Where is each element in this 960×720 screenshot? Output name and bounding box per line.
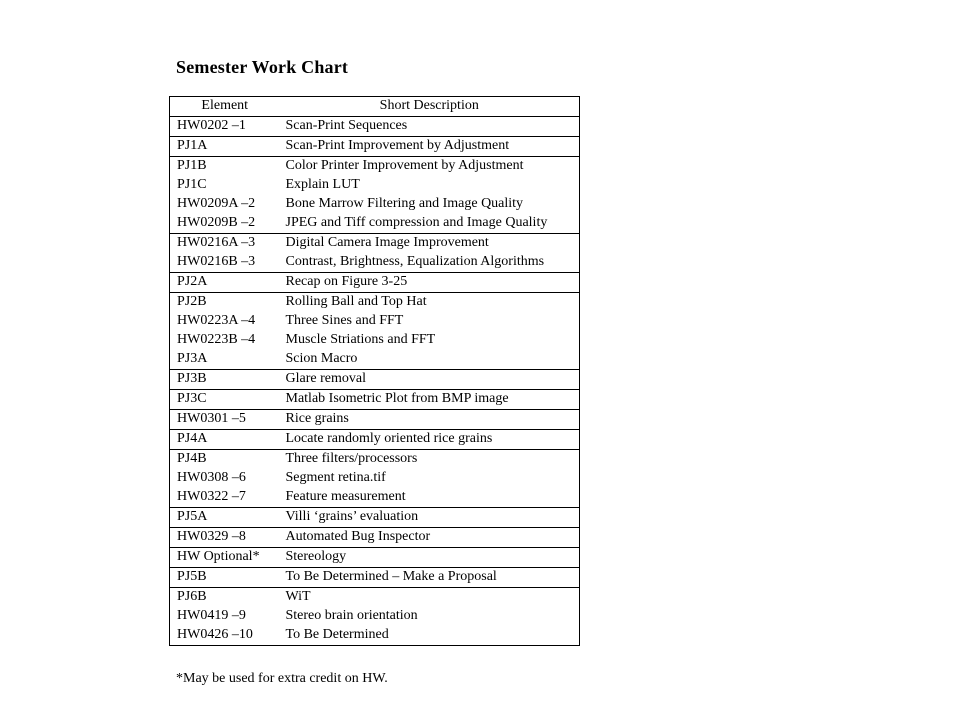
element-cell: HW0202 –1 [170,117,280,137]
description-cell: Rice grains [280,410,580,430]
element-cell: HW0329 –8 [170,528,280,548]
description-cell: Muscle Striations and FFT [285,332,436,347]
description-cell: Automated Bug Inspector [280,528,580,548]
description-cell: Glare removal [280,370,580,390]
element-cell: PJ1A [170,137,280,157]
description-cell: Bone Marrow Filtering and Image Quality [285,196,524,211]
table-row [170,195,580,214]
footnote: *May be used for extra credit on HW. [176,671,388,686]
work-chart-table [169,96,580,646]
description-cell: Segment retina.tif [285,470,386,485]
description-cell: WiT [285,589,311,604]
description-cell: Digital Camera Image Improvement [285,235,489,250]
table-row [170,214,580,234]
table-row [170,469,580,488]
table-row [170,370,580,390]
element-cell: HW0209B –2 [170,214,280,234]
table-row [170,293,580,313]
chart-title: Semester Work Chart [176,57,349,77]
table-row [170,626,580,646]
element-cell: PJ1B [177,158,207,173]
table-row [170,588,580,608]
element-cell: HW Optional* [170,548,280,568]
element-cell: HW0216B –3 [170,253,280,273]
element-cell: PJ5B [170,568,280,588]
table-row [170,176,580,195]
table-row [170,508,580,528]
element-cell: PJ1C [177,177,207,192]
element-cell: PJ3C [170,390,280,410]
description-cell: Color Printer Improvement by Adjustment [285,158,524,173]
element-cell: HW0216A –3 [177,235,256,250]
description-cell: Stereo brain orientation [285,608,418,623]
description-cell: To Be Determined – Make a Proposal [280,568,580,588]
table-row [170,390,580,410]
table-row [170,607,580,626]
table-row [170,312,580,331]
description-cell: Explain LUT [285,177,360,192]
table-row [170,430,580,450]
description-cell: Recap on Figure 3-25 [280,273,580,293]
description-cell: Matlab Isometric Plot from BMP image [280,390,580,410]
element-cell: PJ3B [170,370,280,390]
table-row [170,488,580,508]
element-cell: PJ6B [177,589,207,604]
table-row [170,253,580,273]
table-row [170,117,580,137]
header-description: Short Description [280,97,580,117]
element-cell: HW0426 –10 [177,627,253,642]
element-cell: PJ4A [170,430,280,450]
table-row [170,528,580,548]
element-cell: PJ2B [177,294,207,309]
table-row [170,450,580,470]
element-cell: PJ3A [170,350,280,370]
element-cell: HW0301 –5 [170,410,280,430]
element-cell: HW0209A –2 [177,196,256,211]
header-row [170,97,580,117]
description-cell: Locate randomly oriented rice grains [280,430,580,450]
table-row [170,273,580,293]
element-cell: PJ5A [170,508,280,528]
header-element: Element [170,97,280,117]
element-cell: PJ4B [177,451,207,466]
table-row [170,331,580,350]
element-cell: HW0223B –4 [177,332,256,347]
description-cell: Feature measurement [280,488,580,508]
element-cell: HW0223A –4 [177,313,256,328]
description-cell: Scion Macro [280,350,580,370]
element-cell: HW0419 –9 [177,608,246,623]
element-cell: HW0308 –6 [177,470,246,485]
element-cell: PJ2A [170,273,280,293]
description-cell: Three Sines and FFT [285,313,404,328]
description-cell: Scan-Print Improvement by Adjustment [280,137,580,157]
description-cell: Rolling Ball and Top Hat [285,294,427,309]
description-cell: Scan-Print Sequences [280,117,580,137]
table-row [170,350,580,370]
description-cell: To Be Determined [285,627,389,642]
table-row [170,137,580,157]
description-cell: Contrast, Brightness, Equalization Algorithms [280,253,580,273]
table-row [170,568,580,588]
description-cell: Three filters/processors [285,451,418,466]
description-cell: Stereology [280,548,580,568]
description-cell: Villi ‘grains’ evaluation [280,508,580,528]
description-cell: JPEG and Tiff compression and Image Quality [280,214,580,234]
table-row [170,157,580,177]
element-cell: HW0322 –7 [170,488,280,508]
table-row [170,234,580,254]
table-row [170,410,580,430]
table-row [170,548,580,568]
